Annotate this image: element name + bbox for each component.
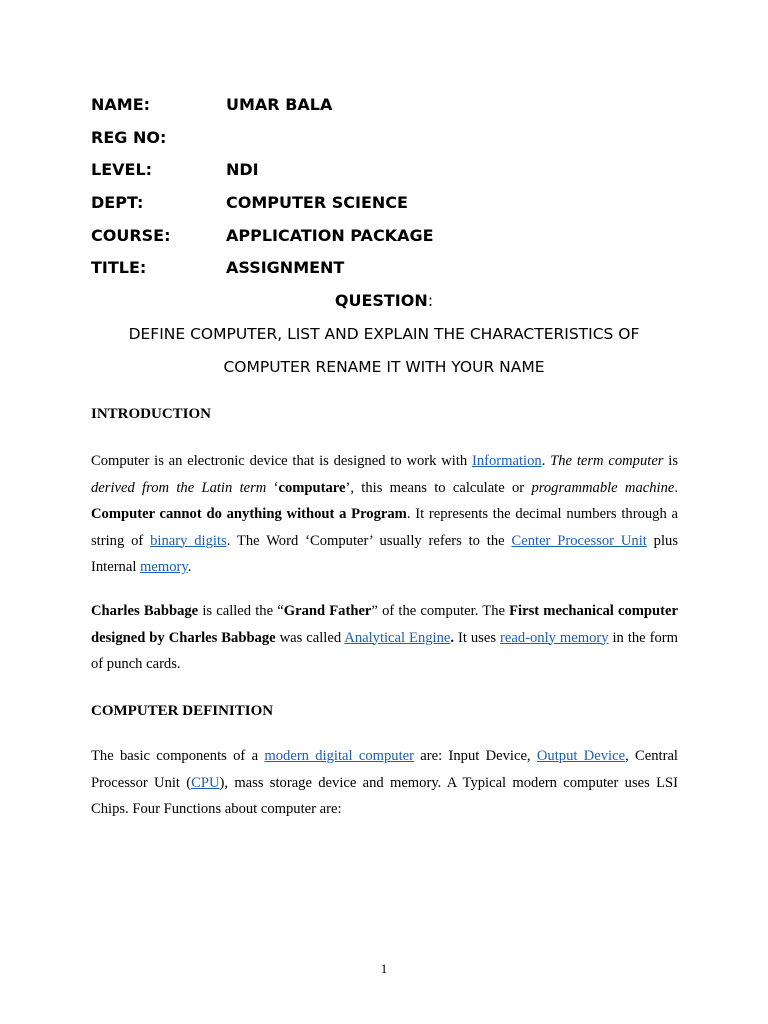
text: is called the “ <box>198 603 284 619</box>
text: was called <box>275 629 345 646</box>
question-title-text: QUESTION <box>334 291 428 310</box>
introduction-paragraph-1 <box>91 448 678 581</box>
bold-text: computare <box>278 479 346 496</box>
analytical-engine-link[interactable]: Analytical Engine <box>344 629 451 646</box>
text: ” of the computer. The <box>371 603 510 619</box>
info-label: DEPT: <box>91 193 144 212</box>
read-only-memory-link[interactable]: read-only memory <box>500 629 609 646</box>
text: ’, this means to calculate or <box>345 479 532 496</box>
info-label: NAME: <box>91 95 151 114</box>
introduction-paragraph-2 <box>91 598 678 678</box>
question-title <box>0 291 768 311</box>
italic-text: derived from the Latin term <box>91 479 267 496</box>
italic-text: The term computer <box>550 453 664 469</box>
text: . <box>674 479 679 496</box>
center-processor-unit-link[interactable]: Center Processor Unit <box>511 532 647 549</box>
introduction-heading: INTRODUCTION <box>91 406 212 422</box>
text: . <box>187 559 192 575</box>
info-value: ASSIGNMENT <box>226 258 345 277</box>
question-line-1: DEFINE COMPUTER, LIST AND EXPLAIN THE CHARACTERISTICS OF <box>128 325 640 343</box>
bold-text: Computer cannot do anything without a Program <box>91 506 407 522</box>
text: . It represents the decimal numbers through a string of <box>91 506 678 549</box>
text: ‘ <box>266 479 279 496</box>
text: , Central Processor Unit ( <box>91 748 678 791</box>
text: are: Input Device, <box>414 748 537 764</box>
bold-text: . <box>450 629 455 646</box>
memory-link[interactable]: memory <box>140 559 188 575</box>
definition-paragraph <box>91 743 678 823</box>
output-device-link[interactable]: Output Device <box>536 748 626 764</box>
text: . <box>541 453 551 469</box>
info-value: UMAR BALA <box>226 95 333 114</box>
info-label: LEVEL: <box>91 160 153 179</box>
bold-text: Grand Father <box>283 603 372 619</box>
text: It uses <box>454 629 500 646</box>
info-label: REG NO: <box>91 128 167 147</box>
text: plus Internal <box>91 532 678 575</box>
text: in the form of punch cards. <box>91 629 678 672</box>
information-link[interactable]: Information <box>471 453 542 469</box>
info-value: APPLICATION PACKAGE <box>226 226 434 245</box>
page-number: 1 <box>380 961 388 976</box>
info-label: COURSE: <box>91 226 171 245</box>
text: Computer is an electronic device that is designed to work with <box>91 453 472 469</box>
info-label: TITLE: <box>91 258 147 277</box>
info-value: NDI <box>226 160 259 179</box>
binary-digits-link[interactable]: binary digits <box>150 532 227 549</box>
bold-text: Charles Babbage <box>91 603 199 619</box>
modern-digital-computer-link[interactable]: modern digital computer <box>264 748 414 764</box>
bold-text: First mechanical computer designed by Charles Babbage <box>91 603 678 646</box>
info-value: COMPUTER SCIENCE <box>226 193 408 212</box>
text: The basic components of a <box>91 748 265 764</box>
cpu-link[interactable]: CPU <box>191 774 220 791</box>
text: is <box>663 453 679 469</box>
question-line-2: COMPUTER RENAME IT WITH YOUR NAME <box>223 358 545 376</box>
italic-text: programmable machine <box>531 479 675 496</box>
question-title-colon: : <box>427 291 434 310</box>
definition-heading: COMPUTER DEFINITION <box>91 703 274 719</box>
text: ), mass storage device and memory. A Typical modern computer uses LSI Chips. Four Functions about computer are: <box>91 774 678 817</box>
text: . The Word ‘Computer’ usually refers to the <box>226 532 512 549</box>
